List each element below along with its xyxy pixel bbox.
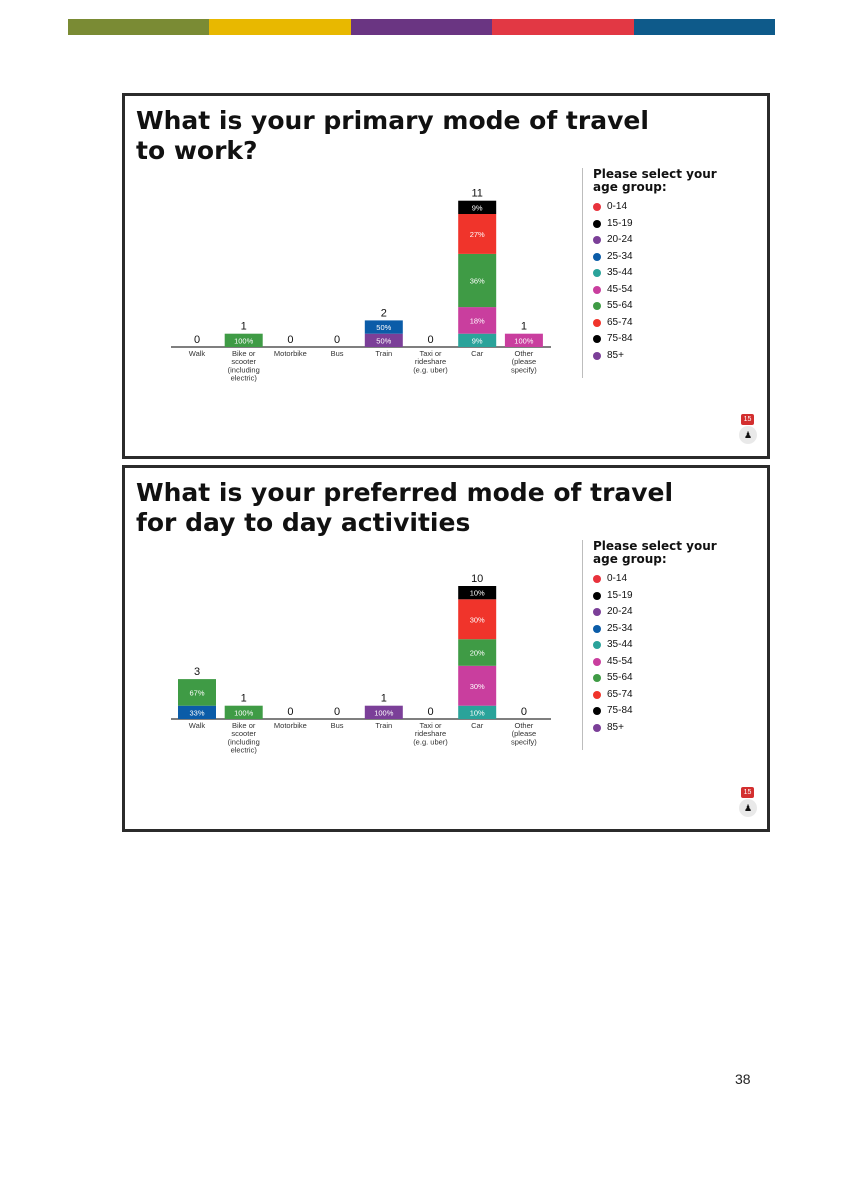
bar-total-label: 10: [471, 573, 484, 585]
segment-label: 50%: [376, 336, 392, 346]
legend-dot-icon: [593, 319, 601, 327]
legend-label: 75-84: [607, 705, 633, 716]
segment-label: 67%: [189, 688, 205, 698]
chart-panel-work-travel: [122, 93, 770, 459]
x-tick-label: Bike or: [232, 721, 256, 730]
x-tick-label: Walk: [188, 721, 206, 730]
legend-label: 85+: [607, 349, 624, 361]
bar-total-label: 0: [520, 706, 527, 718]
participant-count: 15: [741, 787, 754, 798]
bar-total-label: 0: [427, 334, 434, 346]
x-tick-label: (please: [511, 357, 537, 367]
legend-dot-icon: [593, 335, 601, 343]
legend-dot-icon: [593, 575, 601, 583]
user-icon: ♟: [743, 430, 753, 440]
legend-item: [593, 216, 723, 233]
legend-dot-icon: [593, 641, 601, 649]
segment-label: 18%: [469, 316, 485, 326]
legend-label: 45-54: [607, 283, 633, 295]
legend-label: 15-19: [607, 217, 633, 229]
legend-item: [593, 687, 723, 704]
x-tick-label: scooter: [231, 729, 257, 739]
x-tick-label: (including: [227, 365, 260, 375]
x-tick-label: specify): [510, 365, 537, 375]
legend-item: [593, 571, 723, 588]
segment-label: 9%: [471, 203, 483, 213]
legend-title: Please select your age group:: [593, 167, 717, 194]
bar-total-label: 11: [471, 187, 483, 200]
chart-title: What is your primary mode of travel to work?: [136, 106, 649, 165]
legend-label: 75-84: [607, 333, 633, 344]
bar-total-label: 0: [427, 706, 434, 718]
x-tick-label: Train: [375, 721, 393, 730]
bar-total-label: 1: [240, 692, 247, 705]
x-tick-label: Car: [471, 349, 484, 358]
legend-item: [593, 298, 723, 315]
x-tick-label: rideshare: [414, 729, 447, 739]
legend-label: 55-64: [607, 300, 633, 311]
participants-badge[interactable]: [739, 416, 757, 444]
participants-badge[interactable]: [739, 789, 757, 817]
x-tick-label: (e.g. uber): [413, 737, 448, 747]
legend-item: [593, 588, 723, 605]
bar-total-label: 0: [334, 334, 341, 346]
legend-title: Please select your age group:: [593, 539, 717, 566]
x-tick-label: (please: [511, 729, 537, 739]
legend-dot-icon: [593, 253, 601, 261]
segment-label: 100%: [514, 336, 534, 346]
legend-label: 65-74: [607, 316, 633, 328]
legend-dot-icon: [593, 724, 601, 732]
x-tick-label: Bike or: [232, 349, 256, 358]
x-tick-label: Motorbike: [273, 721, 307, 730]
stripe-segment-yellow: [209, 19, 350, 35]
legend-label: 0-14: [607, 201, 628, 212]
x-tick-label: electric): [230, 373, 257, 383]
stripe-segment-purple: [351, 19, 492, 35]
legend-item: [593, 621, 723, 638]
x-tick-label: specify): [510, 737, 537, 747]
x-tick-label: (including: [227, 737, 260, 747]
x-tick-label: Walk: [188, 349, 206, 358]
bar-total-label: 3: [193, 666, 201, 679]
segment-label: 27%: [469, 229, 485, 239]
x-tick-label: Train: [375, 349, 393, 358]
legend-dot-icon: [593, 352, 601, 360]
legend-label: 20-24: [607, 606, 633, 617]
bar-total-label: 0: [287, 334, 294, 346]
x-tick-label: rideshare: [414, 357, 447, 367]
legend-item: [593, 637, 723, 654]
legend-item: [593, 282, 723, 299]
bar-total-label: 0: [334, 706, 341, 718]
segment-label: 10%: [469, 588, 485, 598]
segment-label: 20%: [469, 648, 485, 658]
chart-title: What is your preferred mode of travel for day to day activities: [136, 478, 674, 537]
segment-label: 10%: [469, 708, 485, 718]
legend-item: [593, 720, 723, 737]
legend-item: [593, 249, 723, 266]
chart-panel-daily-travel: [122, 465, 770, 832]
legend-item: [593, 604, 723, 621]
x-tick-label: Car: [471, 721, 484, 730]
segment-label: 36%: [469, 276, 485, 286]
bar-total-label: 1: [520, 320, 527, 333]
segment-label: 33%: [189, 708, 205, 718]
legend-label: 55-64: [607, 672, 633, 683]
bar-total-label: 0: [193, 334, 201, 346]
legend-item: [593, 348, 723, 365]
bar-total-label: 1: [380, 692, 387, 705]
legend: [582, 540, 723, 750]
legend-item: [593, 670, 723, 687]
x-tick-label: Taxi or: [419, 349, 442, 358]
legend-label: 35-44: [607, 267, 633, 278]
participant-count: 15: [741, 414, 754, 425]
color-stripe: [68, 19, 775, 35]
legend-dot-icon: [593, 286, 601, 294]
x-tick-label: Other: [514, 349, 534, 358]
legend-item: [593, 331, 723, 348]
legend-label: 0-14: [607, 573, 628, 584]
legend-label: 15-19: [607, 589, 633, 601]
x-tick-label: Taxi or: [419, 721, 442, 730]
legend-dot-icon: [593, 236, 601, 244]
legend-label: 65-74: [607, 688, 633, 700]
legend-dot-icon: [593, 592, 601, 600]
legend-item: [593, 265, 723, 282]
legend-item: [593, 703, 723, 720]
segment-label: 100%: [234, 708, 254, 718]
stripe-segment-olive: [68, 19, 209, 35]
segment-label: 50%: [376, 323, 392, 333]
legend-dot-icon: [593, 707, 601, 715]
bar-total-label: 1: [240, 320, 247, 333]
legend-label: 85+: [607, 721, 624, 733]
legend-dot-icon: [593, 302, 601, 310]
x-tick-label: (e.g. uber): [413, 365, 448, 375]
user-icon: ♟: [743, 803, 753, 813]
legend-dot-icon: [593, 691, 601, 699]
legend-item: [593, 315, 723, 332]
legend-dot-icon: [593, 625, 601, 633]
legend-label: 25-34: [607, 622, 633, 634]
x-tick-label: Motorbike: [273, 349, 307, 358]
legend-items: [593, 199, 723, 364]
stripe-segment-red: [492, 19, 633, 35]
legend-dot-icon: [593, 269, 601, 277]
legend-dot-icon: [593, 203, 601, 211]
legend-label: 20-24: [607, 234, 633, 245]
segment-label: 9%: [471, 336, 483, 346]
legend: [582, 168, 723, 378]
legend-label: 35-44: [607, 639, 633, 650]
legend-dot-icon: [593, 658, 601, 666]
x-tick-label: Bus: [330, 349, 344, 358]
bar-total-label: 0: [287, 706, 294, 718]
x-tick-label: Other: [514, 721, 534, 730]
x-tick-label: scooter: [231, 357, 257, 367]
segment-label: 100%: [374, 708, 394, 718]
legend-item: [593, 199, 723, 216]
legend-item: [593, 232, 723, 249]
legend-label: 45-54: [607, 655, 633, 667]
segment-label: 100%: [234, 336, 254, 346]
legend-dot-icon: [593, 220, 601, 228]
stripe-segment-blue: [634, 19, 775, 35]
page-number: 38: [735, 1071, 751, 1087]
segment-label: 30%: [469, 681, 485, 691]
segment-label: 30%: [469, 615, 485, 625]
legend-label: 25-34: [607, 250, 633, 262]
legend-dot-icon: [593, 674, 601, 682]
bar-total-label: 2: [380, 307, 387, 320]
x-tick-label: electric): [230, 745, 257, 755]
legend-items: [593, 571, 723, 736]
legend-item: [593, 654, 723, 671]
legend-dot-icon: [593, 608, 601, 616]
x-tick-label: Bus: [330, 721, 344, 730]
